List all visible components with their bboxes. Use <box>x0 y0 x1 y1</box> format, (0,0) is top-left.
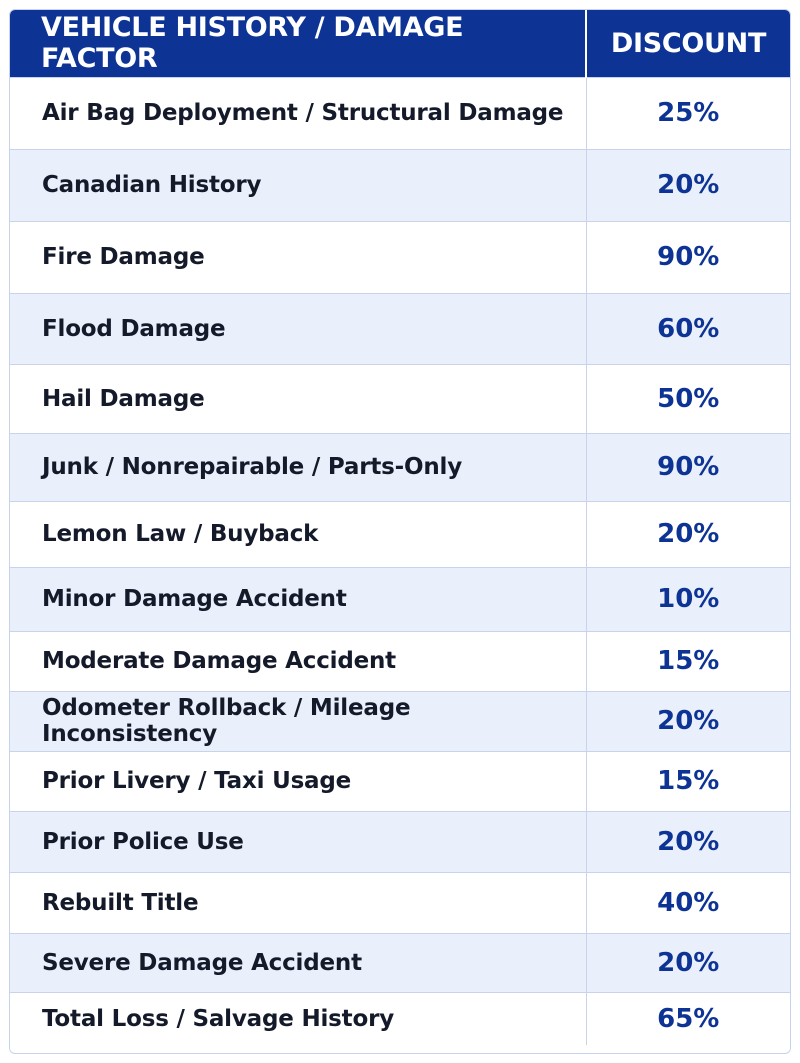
factor-cell: Junk / Nonrepairable / Parts-Only <box>10 433 586 501</box>
table-row <box>10 691 790 751</box>
discount-cell: 20% <box>586 811 790 872</box>
factor-cell: Hail Damage <box>10 364 586 433</box>
discount-cell: 20% <box>586 501 790 567</box>
discount-cell: 25% <box>586 77 790 149</box>
table-body <box>10 77 790 1045</box>
table-row <box>10 221 790 293</box>
table-row <box>10 433 790 501</box>
factor-cell: Moderate Damage Accident <box>10 631 586 691</box>
table-row <box>10 364 790 433</box>
table-row <box>10 631 790 691</box>
discount-cell: 65% <box>586 992 790 1045</box>
factor-cell: Air Bag Deployment / Structural Damage <box>10 77 586 149</box>
factor-cell: Rebuilt Title <box>10 872 586 933</box>
discount-cell: 50% <box>586 364 790 433</box>
factor-column-header: VEHICLE HISTORY / DAMAGE FACTOR <box>10 10 586 77</box>
discount-cell: 15% <box>586 751 790 811</box>
table-row <box>10 992 790 1045</box>
discount-cell: 20% <box>586 691 790 751</box>
discount-table <box>10 10 790 1045</box>
discount-table-container <box>9 9 791 1054</box>
discount-cell: 15% <box>586 631 790 691</box>
factor-cell: Flood Damage <box>10 293 586 364</box>
table-header <box>10 10 790 77</box>
discount-cell: 90% <box>586 433 790 501</box>
factor-cell: Minor Damage Accident <box>10 567 586 631</box>
factor-cell: Prior Livery / Taxi Usage <box>10 751 586 811</box>
factor-cell: Lemon Law / Buyback <box>10 501 586 567</box>
table-row <box>10 293 790 364</box>
discount-cell: 60% <box>586 293 790 364</box>
table-row <box>10 501 790 567</box>
factor-cell: Prior Police Use <box>10 811 586 872</box>
table-row <box>10 751 790 811</box>
table-row <box>10 567 790 631</box>
discount-column-header: DISCOUNT <box>586 10 790 77</box>
factor-cell: Total Loss / Salvage History <box>10 992 586 1045</box>
table-row <box>10 149 790 221</box>
discount-cell: 90% <box>586 221 790 293</box>
discount-cell: 20% <box>586 149 790 221</box>
discount-cell: 40% <box>586 872 790 933</box>
table-row <box>10 811 790 872</box>
factor-cell: Fire Damage <box>10 221 586 293</box>
factor-cell: Severe Damage Accident <box>10 933 586 992</box>
table-row <box>10 933 790 992</box>
discount-cell: 20% <box>586 933 790 992</box>
factor-cell: Canadian History <box>10 149 586 221</box>
header-row <box>10 10 790 77</box>
table-row <box>10 872 790 933</box>
factor-cell: Odometer Rollback / Mileage Inconsistency <box>10 691 586 751</box>
discount-cell: 10% <box>586 567 790 631</box>
table-row <box>10 77 790 149</box>
